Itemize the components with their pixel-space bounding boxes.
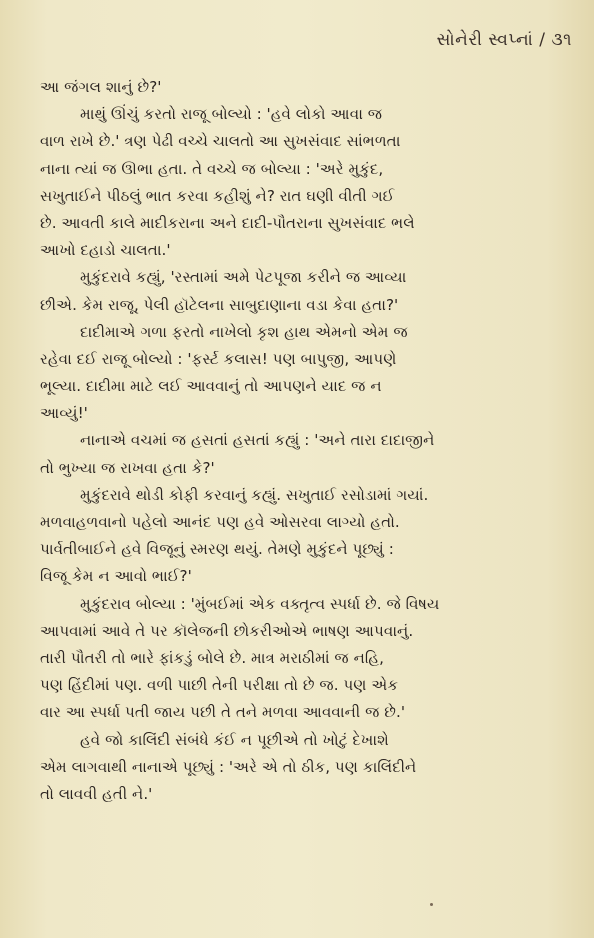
text-line: તો લાવવી હતી ને.' bbox=[40, 784, 153, 803]
paragraph bbox=[40, 101, 560, 264]
paragraph bbox=[40, 264, 560, 318]
text-line: નાના ત્યાં જ ઊભા હતા. તે વચ્ચે જ બોલ્યા : 'અરે મુકુંદ, bbox=[40, 159, 384, 178]
text-line: ભૂલ્યા. દાદીમા માટે લઈ આવવાનું તો આપણને યાદ જ ન bbox=[40, 377, 382, 396]
text-line: વાર આ સ્પર્ધા પતી જાય પછી તે તને મળવા આવવાની જ છે.' bbox=[40, 703, 406, 722]
paragraph bbox=[40, 727, 560, 809]
text-line: આવ્યું!' bbox=[40, 404, 88, 423]
text-line: તારી પૌતરી તો ભારે ફાંકડું બોલે છે. માત્ર મરાઠીમાં જ નહિ, bbox=[40, 648, 384, 667]
text-line: એમ લાગવાથી નાનાએ પૂછ્યું : 'અરે એ તો ઠીક, પણ કાલિંદીને bbox=[40, 757, 417, 776]
text-line: આપવામાં આવે તે પર કૉલેજની છોકરીઓએ ભાષણ આપવાનું. bbox=[40, 621, 414, 640]
text-line: હવે જો કાલિંદી સંબંધે કંઈ ન પૂછીએ તો ખોટું દેખાશે bbox=[80, 730, 389, 749]
text-line: માથું ઊંચું કરતો રાજૂ બોલ્યો : 'હવે લોકો આવા જ bbox=[80, 105, 383, 124]
paragraph bbox=[40, 482, 560, 591]
text-line: મુકુંદરાવ બોલ્યા : 'મુંબઈમાં એક વક્તૃત્વ સ્પર્ધા છે. જે વિષય bbox=[80, 594, 440, 613]
paragraph bbox=[40, 427, 560, 481]
ink-speck bbox=[430, 903, 433, 906]
text-line: આ જંગલ શાનું છે?' bbox=[40, 78, 162, 96]
text-line: મુકુંદરાવે થોડી કોફી કરવાનું કહ્યું. સખુતાઈ રસોડામાં ગયાં. bbox=[80, 485, 429, 504]
running-header: સોનેરી સ્વપ્નાં / ૩૧ bbox=[436, 30, 572, 50]
text-line: દાદીમાએ ગળા ફરતો નાખેલો કૃશ હાથ એમનો એમ જ bbox=[80, 322, 408, 341]
text-line: સખુતાઈને પીઠલું ભાત કરવા કહીશું ને? રાત ઘણી વીતી ગઈ bbox=[40, 186, 395, 205]
text-line: મુકુંદરાવે કહ્યું, 'રસ્તામાં અમે પેટપૂજા કરીને જ આવ્યા bbox=[80, 268, 407, 287]
text-line: નાનાએ વચમાં જ હસતાં હસતાં કહ્યું : 'અને તારા દાદાજીને bbox=[80, 431, 435, 450]
page-body-text bbox=[40, 74, 560, 808]
text-line: રહેવા દઈ રાજૂ બોલ્યો : 'ફર્સ્ટ કલાસ! પણ બાપુજી, આપણે bbox=[40, 349, 397, 368]
paragraph bbox=[40, 319, 560, 428]
text-line: તો ભુખ્યા જ રાખવા હતા કે?' bbox=[40, 458, 215, 477]
text-line: પણ હિંદીમાં પણ. વળી પાછી તેની પરીક્ષા તો છે જ. પણ એક bbox=[40, 676, 399, 695]
text-line: મળવાહળવાનો પહેલો આનંદ પણ હવે ઓસરવા લાગ્યો હતો. bbox=[40, 513, 400, 531]
text-line: આખો દહાડો ચાલતા.' bbox=[40, 241, 171, 260]
text-line: છીએ. કેમ રાજૂ, પેલી હૉટેલના સાબુદાણાના વડા કેવા હતા?' bbox=[40, 295, 399, 314]
text-line: વિજૂ કેમ ન આવો ભાઈ?' bbox=[40, 567, 192, 586]
paragraph bbox=[40, 74, 560, 101]
paragraph bbox=[40, 591, 560, 727]
text-line: પાર્વતીબાઈને હવે વિજૂનું સ્મરણ થયું. તેમણે મુકુંદને પૂછ્યું : bbox=[40, 540, 394, 559]
text-line: છે. આવતી કાલે માદીકરાના અને દાદી-પૌતરાના સુખસંવાદ ભલે bbox=[40, 213, 415, 232]
text-line: વાળ રાખે છે.' ત્રણ પેઢી વચ્ચે ચાલતો આ સુખસંવાદ સાંભળતા bbox=[40, 132, 401, 151]
